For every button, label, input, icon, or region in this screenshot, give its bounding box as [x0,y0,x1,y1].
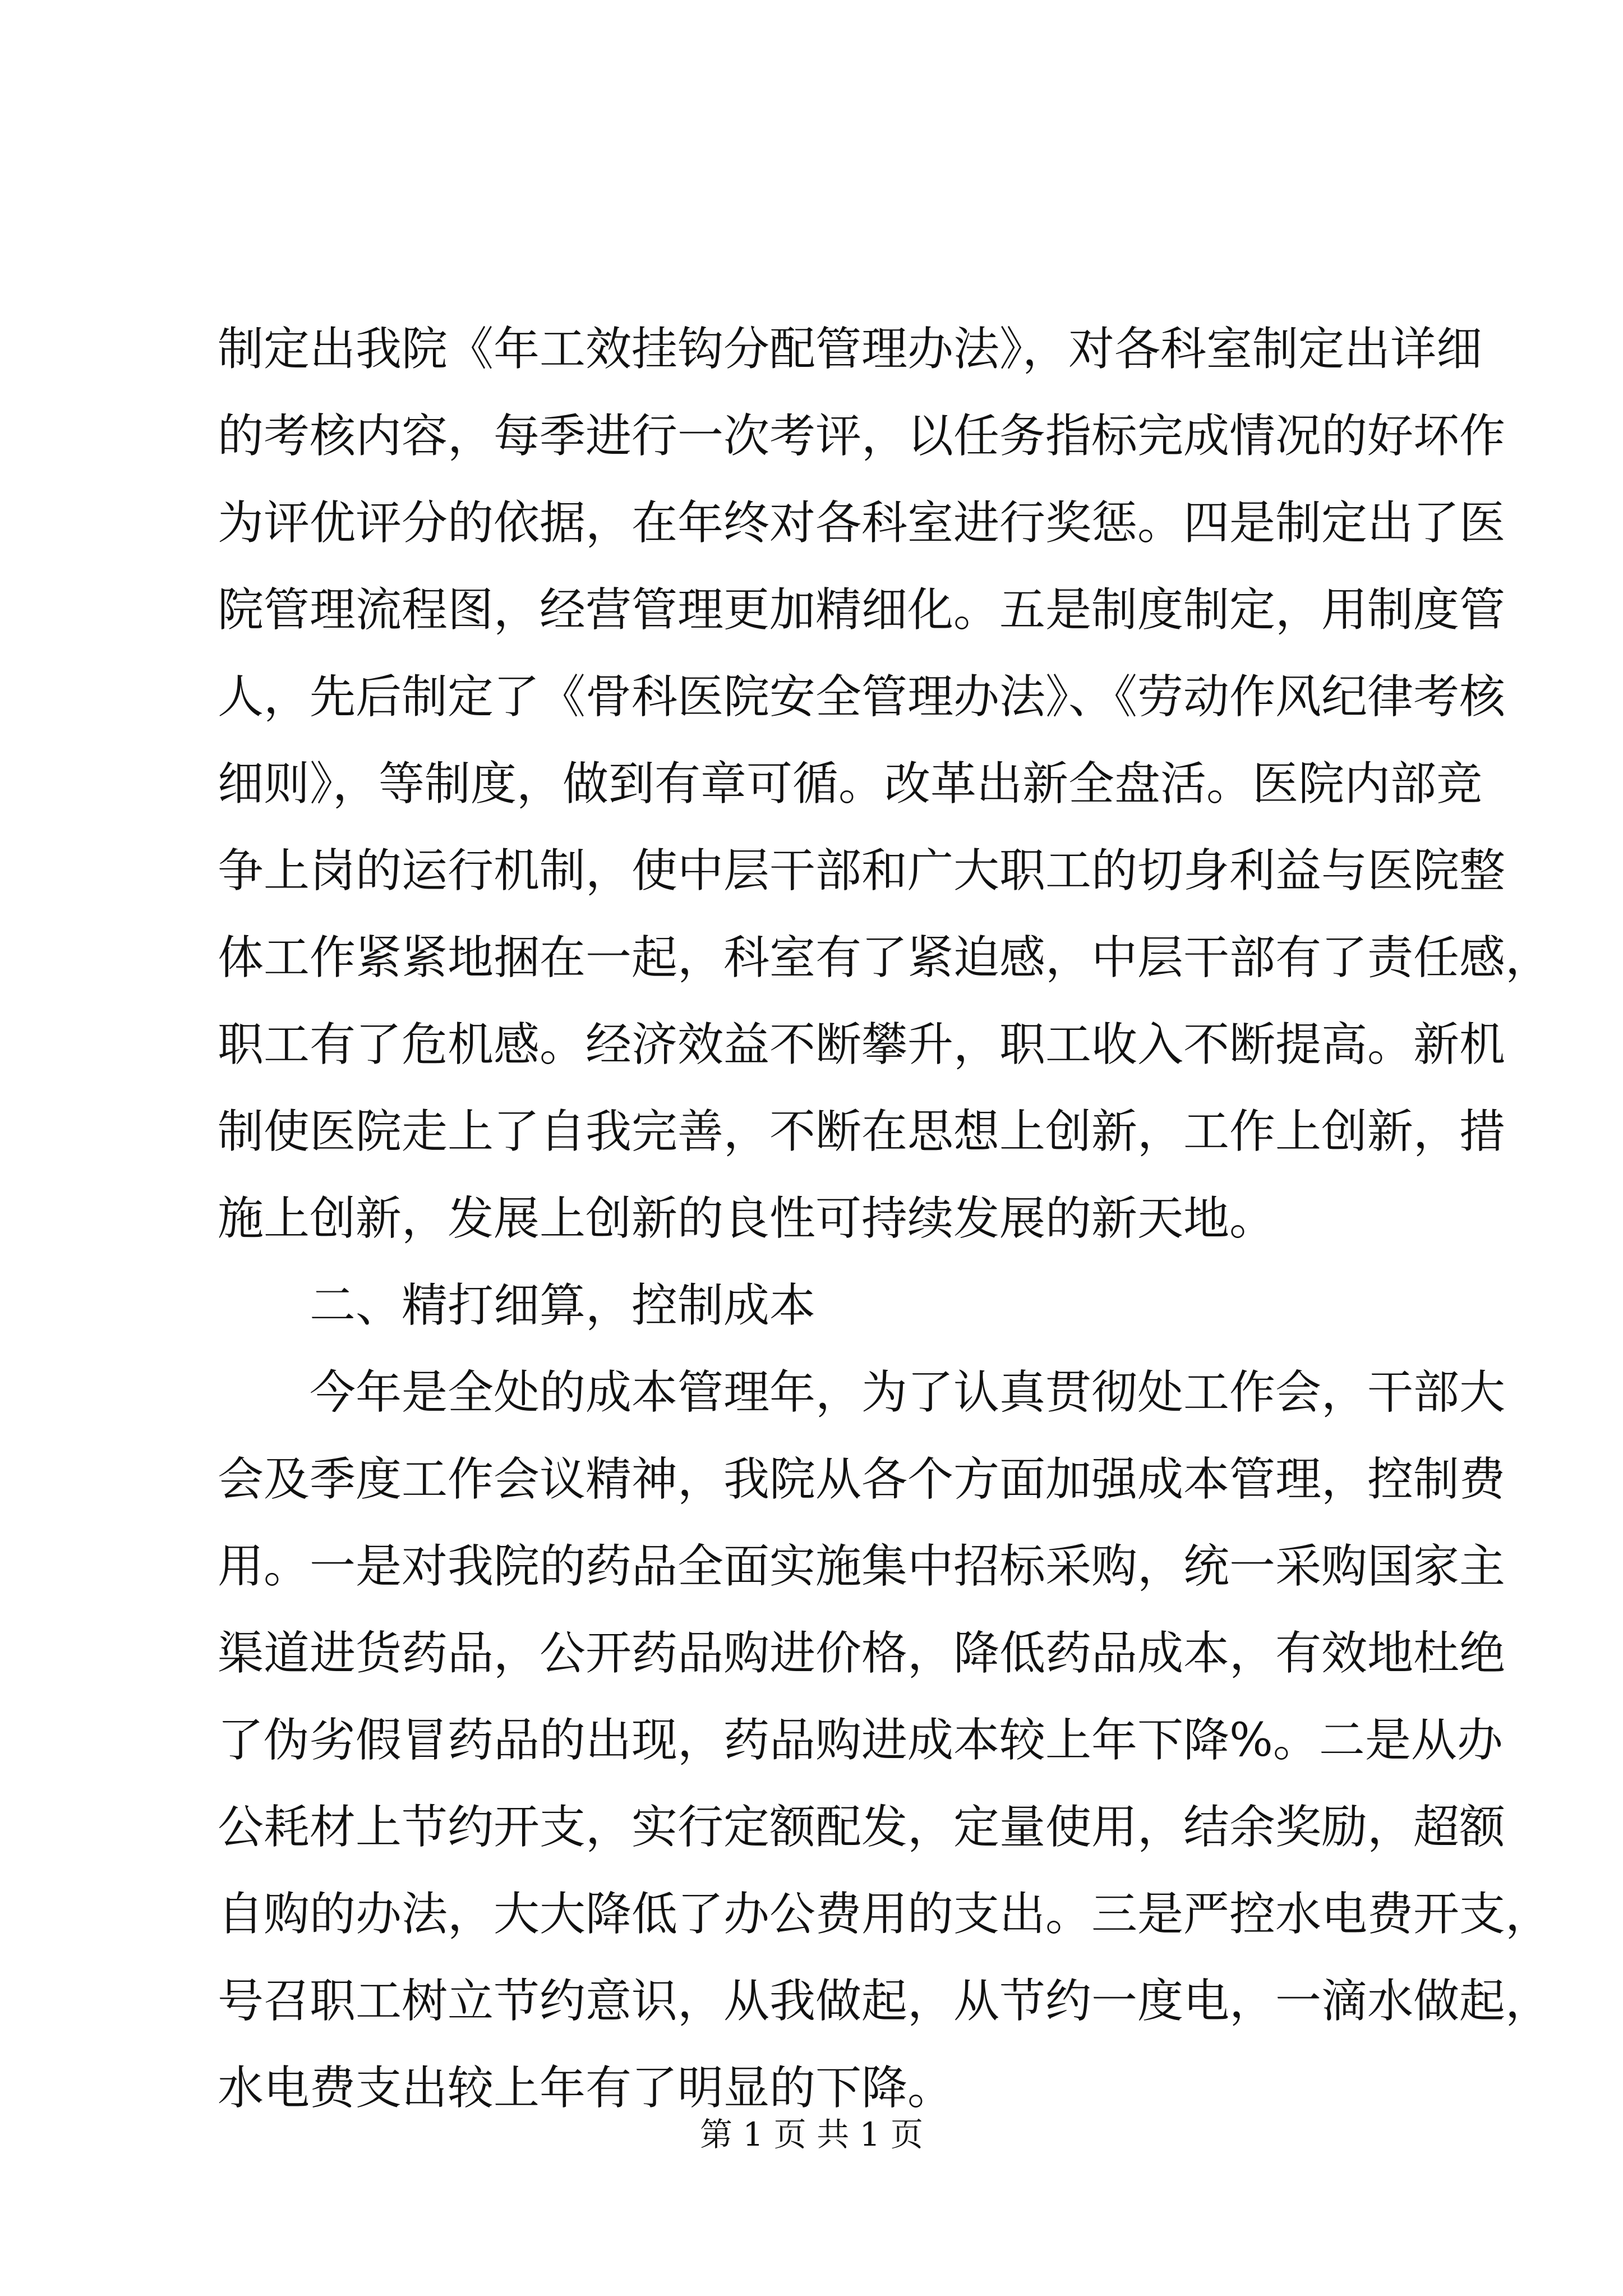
paragraph-line: 细则》，等制度，做到有章可循。改革出新全盘活。医院内部竞 [218,757,1483,811]
paragraph-line: 制定出我院《年工效挂钩分配管理办法》，对各科室制定出详细 [218,323,1483,376]
section-heading: 二、精打细算，控制成本 [310,1279,816,1332]
paragraph-line: 公耗材上节约开支，实行定额配发，定量使用，结余奖励，超额 [218,1801,1506,1854]
paragraph-line: 今年是全处的成本管理年，为了认真贯彻处工作会，干部大 [310,1366,1506,1419]
paragraph-line: 水电费支出较上年有了明显的下降。 [218,2062,954,2115]
paragraph-line: 渠道进货药品，公开药品购进价格，降低药品成本，有效地杜绝 [218,1627,1506,1680]
paragraph-line: 用。一是对我院的药品全面实施集中招标采购，统一采购国家主 [218,1540,1506,1593]
paragraph-line: 体工作紧紧地捆在一起，科室有了紧迫感，中层干部有了责任感， [218,931,1552,984]
paragraph-line: 的考核内容，每季进行一次考评，以任务指标完成情况的好坏作 [218,409,1506,463]
paragraph-line: 号召职工树立节约意识，从我做起，从节约一度电，一滴水做起， [218,1975,1552,2028]
paragraph-line: 人，先后制定了《骨科医院安全管理办法》、《劳动作风纪律考核 [218,670,1506,724]
document-body [218,306,1552,2132]
paragraph-line: 自购的办法，大大降低了办公费用的支出。三是严控水电费开支， [218,1888,1552,1941]
paragraph-line: 争上岗的运行机制，使中层干部和广大职工的切身利益与医院整 [218,844,1506,898]
paragraph-line: 了伪劣假冒药品的出现，药品购进成本较上年下降%。二是从办 [218,1714,1503,1767]
paragraph-line: 制使医院走上了自我完善，不断在思想上创新，工作上创新，措 [218,1105,1506,1158]
paragraph-line: 会及季度工作会议精神，我院从各个方面加强成本管理，控制费 [218,1453,1506,1506]
paragraph-line: 院管理流程图，经营管理更加精细化。五是制度制定，用制度管 [218,583,1506,637]
page-footer: 第 1 页 共 1 页 [700,2115,923,2154]
paragraph-line: 施上创新，发展上创新的良性可持续发展的新天地。 [218,1192,1276,1245]
paragraph-line: 为评优评分的依据，在年终对各科室进行奖惩。四是制定出了医 [218,496,1506,550]
paragraph-line: 职工有了危机感。经济效益不断攀升，职工收入不断提高。新机 [218,1018,1506,1071]
